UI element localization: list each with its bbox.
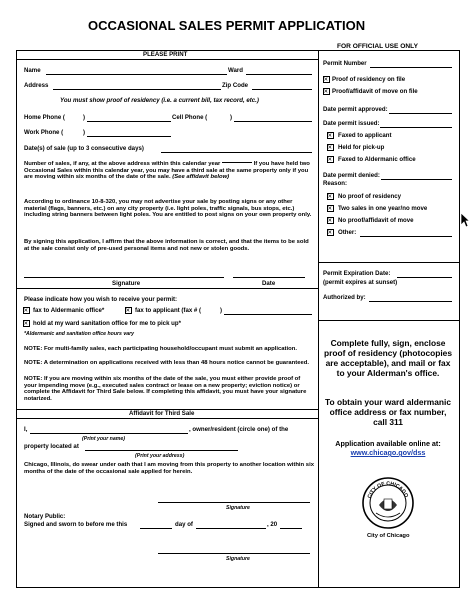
affidavit-signature-label: Signature xyxy=(226,505,250,511)
date-issued-label: Date permit issued: xyxy=(323,120,380,127)
online-link[interactable]: www.chicago.gov/dss xyxy=(350,448,426,457)
residency-note: You must show proof of residency (i.e. a current bill, tax record, etc.) xyxy=(60,97,259,104)
date-issued-field[interactable] xyxy=(380,127,452,128)
print-name-hint: (Print your name) xyxy=(82,436,125,442)
authorized-field[interactable] xyxy=(369,301,452,302)
proof-residency-label: Proof of residency on file xyxy=(332,76,406,83)
ordinance-text: According to ordinance 10-8-320, you may not advertise your sale by posting signs or any other material (flags, banners, etc.) on any city property (i.e. light poles, traffic signals, bus stops, etc.) including string banners between light poles. You are entitled to post signs on your own property only. xyxy=(24,199,312,219)
work-phone-label: Work Phone ( xyxy=(24,129,64,136)
cell-phone-close: ) xyxy=(230,114,233,121)
home-phone-label: Home Phone ( xyxy=(24,114,65,121)
other-label: Other: xyxy=(338,229,357,236)
other-field[interactable] xyxy=(360,236,452,237)
official-use-header: FOR OFFICIAL USE ONLY xyxy=(337,43,418,50)
reason-label: Reason: xyxy=(323,180,348,187)
city-seal-icon xyxy=(362,477,414,529)
faxed-alderman-checkbox[interactable] xyxy=(327,156,334,163)
instructions: Complete fully, sign, enclose proof of residency (photocopies are acceptable), and mail or fax to your Alderman's office. xyxy=(324,338,452,378)
dates-label: Date(s) of sale (up to 3 consecutive days) xyxy=(24,145,144,152)
right-divider-2 xyxy=(318,320,459,321)
date-approved-label: Date permit approved: xyxy=(323,106,388,113)
sworn-month-field[interactable] xyxy=(196,528,266,529)
receive-label: Please indicate how you wish to receive your permit: xyxy=(24,296,178,303)
day-of-label: day of xyxy=(175,521,193,528)
two-sales-checkbox[interactable] xyxy=(327,205,334,212)
home-phone-close: ) xyxy=(83,114,86,121)
aldermanic-note: *Aldermanic and sanitation office hours vary xyxy=(24,331,135,337)
permit-number-field[interactable] xyxy=(370,67,452,68)
permit-number-label: Permit Number xyxy=(323,60,367,67)
online-label: Application available online at: xyxy=(335,439,441,448)
no-proof-move-label: No proof/affidavit of move xyxy=(338,217,414,224)
note-48-hours: NOTE: A determination on applications received with less than 48 hours notice cannot be guaranteed. xyxy=(24,360,309,366)
number-of-sales-text: Number of sales, if any, at the above address within this calendar year xyxy=(24,161,221,167)
ward-label: Ward xyxy=(228,67,244,74)
affirm-text: By signing this application, I affirm that the above information is correct, and that the items to be sold at the sale consist only of pre-used personal items and not new or stolen goods. xyxy=(24,239,309,252)
obtain-address: To obtain your ward aldermanic office address or fax number, call 311 xyxy=(325,397,451,427)
proof-affidavit-label: Proof/affidavit of move on file xyxy=(332,88,418,95)
affidavit-box xyxy=(16,409,318,588)
fax-applicant-label: fax to applicant (fax # ( xyxy=(135,307,202,314)
notary-signature-line[interactable] xyxy=(158,553,310,554)
signature-label: Signature xyxy=(112,280,141,287)
affidavit-text: Chicago, Illinois, do swear under oath that I am moving from this property to another location within six months of the date of the occasional sale applied for herein. xyxy=(24,462,314,475)
mouse-cursor-icon xyxy=(460,212,470,228)
section-divider xyxy=(16,288,318,289)
signature-line[interactable] xyxy=(24,277,224,278)
sworn-year-field[interactable] xyxy=(280,528,302,529)
fax-number-field[interactable] xyxy=(224,314,312,315)
affidavit-ref: (See affidavit below) xyxy=(172,174,230,181)
address-label: Address xyxy=(24,82,49,89)
fax-alderman-label: fax to Aldermanic office* xyxy=(33,307,105,314)
name-field[interactable] xyxy=(46,74,227,75)
number-of-sales xyxy=(24,161,314,181)
fax-applicant-close: ) xyxy=(220,307,223,314)
date-approved-field[interactable] xyxy=(389,113,452,114)
expiration-field[interactable] xyxy=(397,277,452,278)
date-denied-field[interactable] xyxy=(381,179,452,180)
year-label: , 20 xyxy=(267,521,278,528)
home-phone-field[interactable] xyxy=(87,121,171,122)
notary-signature-label: Signature xyxy=(226,556,250,562)
print-address-hint: (Print your address) xyxy=(135,453,185,459)
note-moving: NOTE: If you are moving within six months of the date of the sale, you must either provide proof of your impending move (e.g., executed sales contract or lease on a new property; eviction notice) or complete the Affidavit for Third Sale below. If completing this affidavit, you must have your signature notarized. xyxy=(24,376,307,402)
located-at-label: property located at xyxy=(24,443,79,450)
date-line[interactable] xyxy=(233,277,305,278)
notary-label: Notary Public: xyxy=(24,513,66,520)
proof-residency-checkbox[interactable] xyxy=(323,76,330,83)
held-pickup-checkbox[interactable] xyxy=(327,144,334,151)
address-field[interactable] xyxy=(53,89,221,90)
ward-field[interactable] xyxy=(246,74,312,75)
proof-affidavit-checkbox[interactable] xyxy=(323,88,330,95)
cell-phone-field[interactable] xyxy=(234,121,312,122)
no-proof-label: No proof of residency xyxy=(338,193,401,200)
column-divider xyxy=(318,50,319,587)
other-checkbox[interactable] xyxy=(327,229,334,236)
fax-applicant-checkbox[interactable] xyxy=(125,307,132,314)
work-phone-field[interactable] xyxy=(87,136,171,137)
affidavit-name-field[interactable] xyxy=(30,433,188,434)
name-label: Name xyxy=(24,67,41,74)
date-denied-label: Date permit denied: xyxy=(323,172,380,179)
page-title: OCCASIONAL SALES PERMIT APPLICATION xyxy=(88,18,366,33)
sworn-label: Signed and sworn to before me this xyxy=(24,521,128,528)
no-proof-move-checkbox[interactable] xyxy=(327,217,334,224)
authorized-label: Authorized by: xyxy=(323,294,366,301)
faxed-applicant-checkbox[interactable] xyxy=(327,132,334,139)
seal-text: CITY OF CHICAGO xyxy=(366,480,410,500)
please-print: PLEASE PRINT xyxy=(143,51,188,58)
faxed-alderman-label: Faxed to Aldermanic office xyxy=(338,156,416,163)
two-sales-label: Two sales in one year/no move xyxy=(338,205,428,212)
sworn-day-field[interactable] xyxy=(140,528,172,529)
faxed-applicant-label: Faxed to applicant xyxy=(338,132,392,139)
expiration-label: Permit Expiration Date: xyxy=(323,270,391,277)
right-divider-1 xyxy=(318,262,459,263)
hold-label: hold at my ward sanitation office for me to pick up* xyxy=(33,320,181,327)
affidavit-signature-line[interactable] xyxy=(158,502,310,503)
affidavit-title: Affidavit for Third Sale xyxy=(129,410,195,417)
dates-field[interactable] xyxy=(161,152,312,153)
date-label: Date xyxy=(262,280,276,287)
expires-note: (permit expires at sunset) xyxy=(323,279,398,286)
cell-phone-label: Cell Phone ( xyxy=(172,114,208,121)
zip-label: Zip Code xyxy=(222,82,249,89)
held-pickup-label: Held for pick-up xyxy=(338,144,385,151)
number-of-sales-field[interactable] xyxy=(222,162,252,163)
affidavit-owner: , owner/resident (circle one) of the xyxy=(189,426,289,433)
hold-checkbox[interactable] xyxy=(23,320,30,327)
affidavit-i: I, xyxy=(24,426,28,433)
note-multifamily: NOTE: For multi-family sales, each participating household/occupant must submit an application. xyxy=(24,346,297,352)
two-sales-note: If you have held two Occasional Sales within this calendar year, you may have a third sale at the same property only if you are moving within six months of the date of the sale. xyxy=(24,161,310,181)
city-of-chicago-label: City of Chicago xyxy=(367,533,410,539)
zip-field[interactable] xyxy=(252,89,312,90)
affidavit-address-field[interactable] xyxy=(85,450,238,451)
work-phone-close: ) xyxy=(83,129,86,136)
no-proof-checkbox[interactable] xyxy=(327,193,334,200)
fax-alderman-checkbox[interactable] xyxy=(23,307,30,314)
